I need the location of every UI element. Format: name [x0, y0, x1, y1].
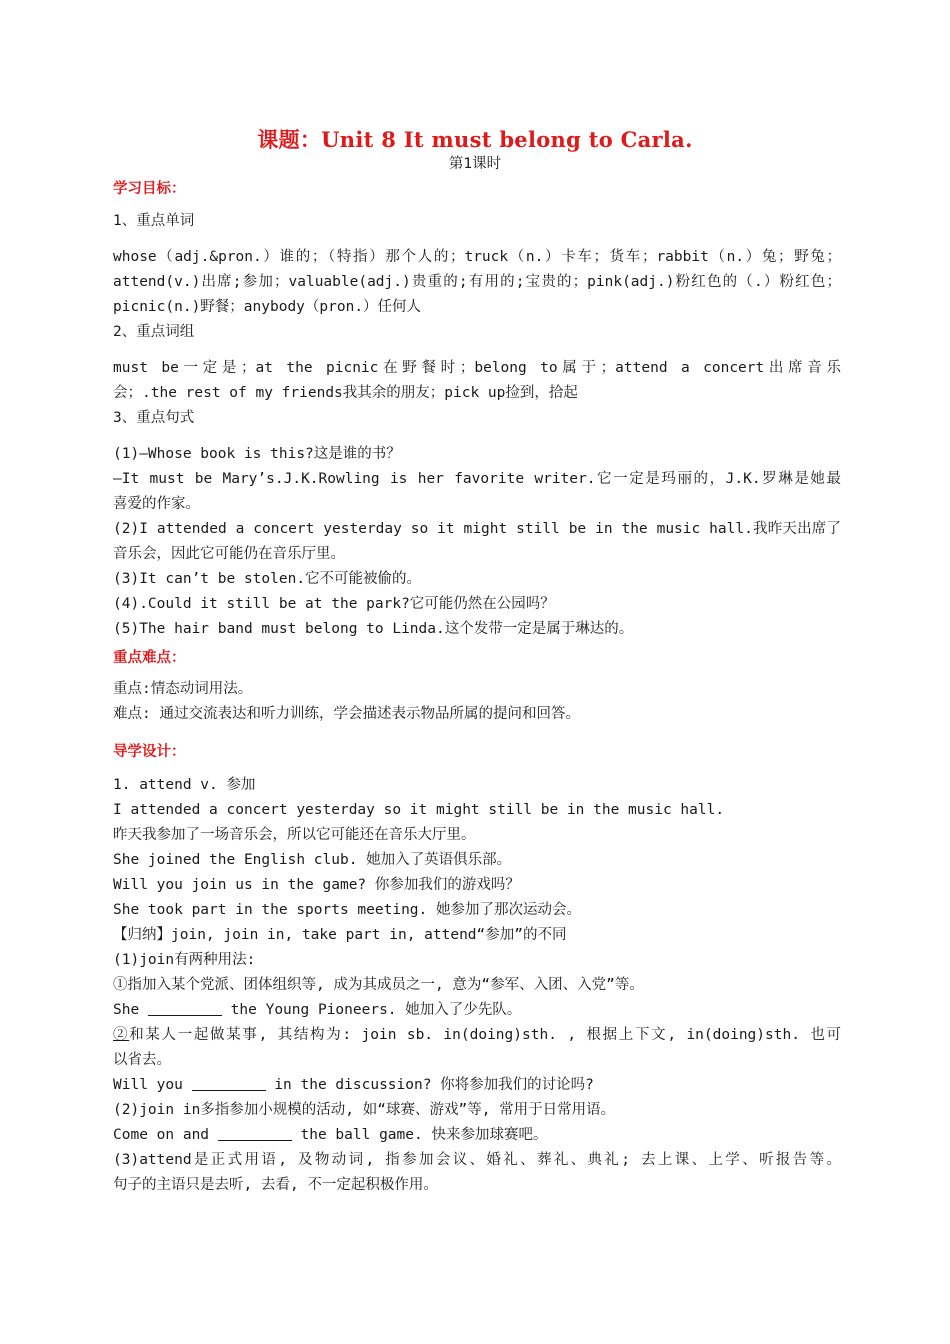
section-heading-goals: 学习目标：: [113, 181, 186, 197]
design-line-7: 【归纳】join, join in, take part in, attend“参加”的不同: [113, 927, 567, 943]
fill-in-blank[interactable]: [218, 1124, 292, 1141]
design-line-16: (3)attend是正式用语, 及物动词, 指参加会议、婚礼、葬礼、典礼; 去上课、上学、听报告等。: [113, 1152, 841, 1168]
design-line-1: 1. attend v. 参加: [113, 777, 256, 793]
circled-number-2: ②: [113, 1027, 130, 1043]
design-line-5: Will you join us in the game? 你参加我们的游戏吗？: [113, 877, 520, 893]
lesson-title: 课题：Unit 8 It must belong to Carla.: [257, 127, 693, 152]
design-line-11-text: 和某人一起做某事, 其结构为: join sb. in(doing)sth. , 根据上下文, in(doing)sth. 也可: [129, 1027, 842, 1043]
design-line-10: [113, 998, 841, 1023]
design-line-13-end: in the discussion? 你将参加我们的讨论吗?: [274, 1077, 594, 1093]
sentence-line-4: (2)I attended a concert yesterday so it might still be in the music hall.我昨天出席了: [113, 521, 841, 537]
design-line-15-start: Come on and: [113, 1127, 210, 1143]
design-line-13-start: Will you: [113, 1077, 183, 1093]
section-heading-key-points: 重点难点：: [113, 650, 186, 666]
heading-key-phrases: 2、重点词组: [113, 324, 195, 340]
design-line-11: [113, 1023, 841, 1048]
words-line-3: picnic(n.)野餐；anybody（pron.）任何人: [113, 299, 422, 315]
design-line-4: She joined the English club. 她加入了英语俱乐部。: [113, 852, 512, 868]
design-line-2: I attended a concert yesterday so it might still be in the music hall.: [113, 802, 725, 818]
phrases-line-2: 会；.the rest of my friends我其余的朋友；pick up捡到，拾起: [113, 385, 578, 401]
phrases-line-1: must be一定是；at the picnic在野餐时；belong to属于；attend a concert出席音乐: [113, 360, 841, 376]
fill-in-blank[interactable]: [192, 1074, 266, 1091]
design-line-9: ①指加入某个党派、团体组织等, 成为其成员之一, 意为“参军、入团、入党”等。: [113, 977, 644, 993]
design-line-8: (1)join有两种用法:: [113, 952, 256, 968]
sentence-line-8: (5)The hair band must belong to Linda.这个发带一定是属于琳达的。: [113, 621, 634, 637]
fill-in-blank[interactable]: [148, 999, 222, 1016]
key-point-line: 重点:情态动词用法。: [113, 681, 253, 697]
design-line-6: She took part in the sports meeting. 她参加了那次运动会。: [113, 902, 581, 918]
design-line-15-end: the ball game. 快来参加球赛吧。: [300, 1127, 548, 1143]
heading-key-words: 1、重点单词: [113, 213, 195, 229]
sentence-line-6: (3)It can’t be stolen.它不可能被偷的。: [113, 571, 422, 587]
heading-key-sentences: 3、重点句式: [113, 410, 195, 426]
design-line-12: 以省去。: [113, 1052, 171, 1068]
design-line-15: [113, 1123, 841, 1148]
difficulty-line: 难点: 通过交流表达和听力训练，学会描述表示物品所属的提问和回答。: [113, 706, 580, 722]
sentence-line-1: (1)—Whose book is this?这是谁的书？: [113, 446, 401, 462]
sentence-line-7: (4).Could it still be at the park?它可能仍然在公园吗？: [113, 596, 555, 612]
sentence-line-5: 音乐会，因此它可能仍在音乐厅里。: [113, 546, 345, 562]
words-line-2: attend(v.)出席;参加；valuable(adj.)贵重的;有用的;宝贵的；pink(adj.)粉红色的（.）粉红色；: [113, 274, 841, 290]
design-line-14: (2)join in多指参加小规模的活动, 如“球赛、游戏”等, 常用于日常用语。: [113, 1102, 616, 1118]
design-line-3: 昨天我参加了一场音乐会，所以它可能还在音乐大厅里。: [113, 827, 476, 843]
lesson-subtitle: 第1课时: [448, 156, 502, 172]
section-heading-design: 导学设计：: [113, 744, 186, 760]
design-line-10-start: She: [113, 1002, 140, 1018]
sentence-line-3: 喜爱的作家。: [113, 496, 200, 512]
words-line-1: whose（adj.&pron.）谁的；（特指）那个人的；truck（n.）卡车；货车；rabbit（n.）兔；野兔；: [113, 249, 841, 265]
sentence-line-2: —It must be Mary’s.J.K.Rowling is her favorite writer.它一定是玛丽的，J.K.罗琳是她最: [113, 471, 841, 487]
design-line-10-end: the Young Pioneers. 她加入了少先队。: [230, 1002, 522, 1018]
design-line-13: [113, 1073, 841, 1098]
design-line-17: 句子的主语只是去听, 去看, 不一定起积极作用。: [113, 1177, 438, 1193]
